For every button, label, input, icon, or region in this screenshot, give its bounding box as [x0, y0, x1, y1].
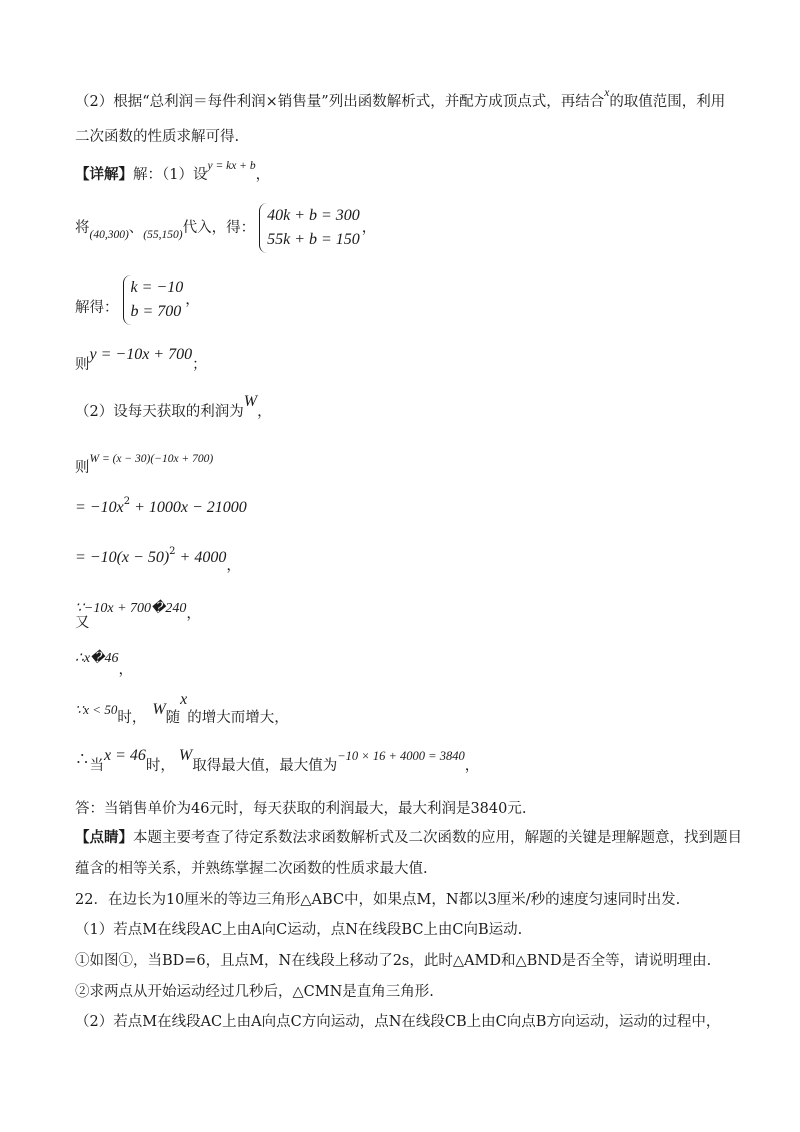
solution-line-8: = $-10(x - 50)^2 + 4000$，	[75, 546, 241, 574]
formula-max-value: −10 × 16 + 4000 = 3840	[337, 749, 465, 763]
var-w: W	[243, 393, 258, 410]
solution-line-1: 【详解】解：（1）设$^{y = kx + b}$，	[75, 160, 271, 183]
point-1: (40,300)	[89, 229, 129, 241]
question-22-part-2: （2）若点M在线段AC上由A向点C方向运动，点N在线段CB上由C向点B方向运动，运动的过程中，	[75, 1014, 721, 1030]
question-22-part-1-a: ①如图①，当BD=6，且点M，N在线段上移动了2s，此时△AMD和△BND是否全等，请说明理由.	[75, 953, 712, 969]
formula-linear: y = kx + b	[207, 160, 256, 172]
formula-profit: W = (x − 30)(−10x + 700)	[89, 453, 214, 465]
formula-result-1: y = −10x + 700	[89, 346, 193, 363]
solution-line-11: ∵x < 50时， W随x的增大而增大，	[75, 691, 289, 726]
question-22-part-1: （1）若点M在线段AC上由A向C运动，点N在线段BC上由C向B运动.	[75, 922, 523, 938]
solution-line-5: （2）设每天获取的利润为W，	[75, 393, 272, 420]
solution-line-3: 解得： k = −10 b = 700 ，	[75, 275, 200, 325]
analysis-line-2: 二次函数的性质求解可得.	[75, 129, 240, 145]
question-22-part-1-b: ②求两点从开始运动经过几秒后，△CMN是直角三角形.	[75, 984, 434, 1000]
solution-line-9-prefix: 又	[75, 615, 90, 631]
section-tag-comment: 【点睛】	[75, 829, 133, 846]
answer-line: 答：当销售单价为46元时，每天获取的利润最大，最大利润是3840元.	[75, 801, 527, 817]
point-2: (55,150)	[143, 229, 183, 241]
solution-line-2: 将$_{(40,300)}$、$_{(55,150)}$代入，得： 40k + b = 300 55k + b = 150 ，	[75, 203, 376, 253]
question-22-stem: 22．在边长为10厘米的等边三角形△ABC中，如果点M，N都以3厘米/秒的速度匀速同时出发.	[75, 892, 681, 908]
equation-system-2: k = −10 b = 700	[123, 275, 184, 325]
var-x: x	[604, 87, 610, 99]
analysis-line-1: （2）根据“总利润＝每件利润×销售量”列出函数解析式，并配方成顶点式，再结合$^x$的取值范围，利用	[75, 87, 726, 110]
solution-line-9: ∵−10x + 700�240，	[75, 601, 201, 622]
comment-line-2: 蕴含的相等关系，并熟练掌握二次函数的性质求最大值.	[75, 861, 428, 877]
solution-line-10: ∴x�46，	[75, 651, 133, 678]
solution-line-12: ∴当x = 46时，W取得最大值，最大值为−10 × 16 + 4000 = 3840，	[75, 747, 480, 774]
section-tag-detail: 【详解】	[75, 166, 133, 183]
comment-line-1: 【点睛】本题主要考查了待定系数法求函数解析式及二次函数的应用，解题的关键是理解题意，找到题目	[75, 829, 742, 846]
solution-line-7: = $-10x^2 + 1000x - 21000$	[75, 496, 247, 516]
solution-line-6: 则W = (x − 30)(−10x + 700)	[75, 453, 214, 476]
solution-line-4: 则y = −10x + 700；	[75, 346, 207, 373]
equation-system-1: 40k + b = 300 55k + b = 150	[259, 203, 360, 253]
